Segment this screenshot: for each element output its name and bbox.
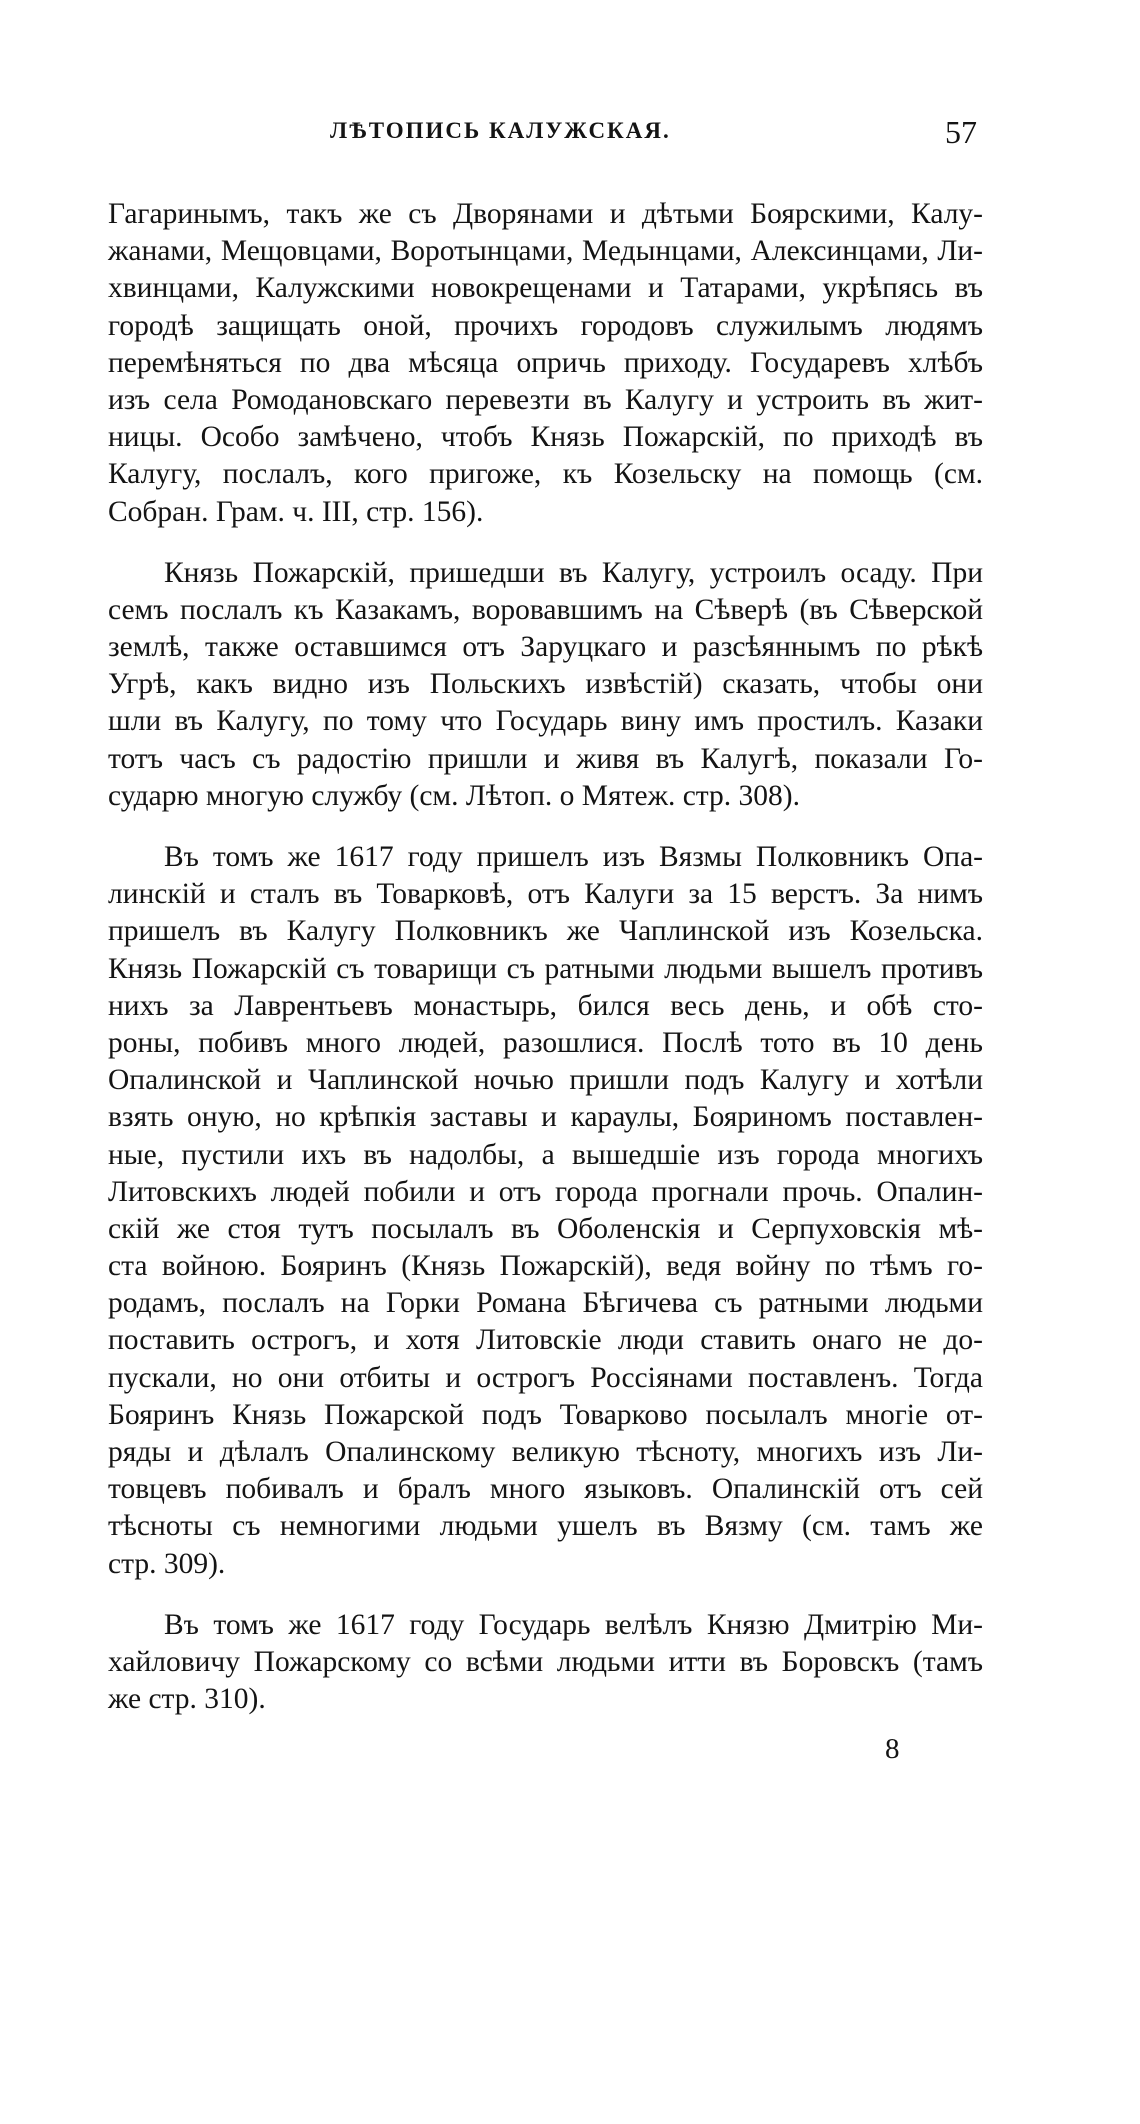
text-line: семъ послалъ къ Казакамъ, воровавшимъ на Сѣверѣ (въ Сѣверской — [108, 593, 983, 626]
text-line: нихъ за Лаврентьевъ монастырь, бился весь день, и обѣ сто- — [108, 989, 983, 1022]
text-line: поставить острогъ, и хотя Литовскіе люди ставить онаго не до- — [108, 1324, 983, 1357]
text-line: тотъ часъ съ радостію пришли и живя въ Калугѣ, показали Го- — [108, 742, 983, 775]
text-line: хайловичу Пожарскому со всѣми людьми итти въ Боровскъ (тамъ — [108, 1645, 983, 1678]
text-line: тѣсноты съ немногими людьми ушелъ въ Вязму (см. тамъ же — [108, 1510, 983, 1543]
running-head: ЛѢТОПИСЬ КАЛУЖСКАЯ. — [330, 118, 671, 143]
text-line: роны, побивъ много людей, разошлися. Послѣ тото въ 10 день — [108, 1026, 983, 1059]
text-line: родамъ, послалъ на Горки Романа Бѣгичева съ ратными людьми — [108, 1287, 983, 1320]
page-number: 57 — [945, 114, 977, 150]
text-line: городѣ защищать оной, прочихъ городовъ служилымъ людямъ — [108, 309, 983, 342]
text-line: пускали, но они отбиты и острогъ Россіянами поставленъ. Тогда — [108, 1361, 983, 1394]
text-line: Угрѣ, какъ видно изъ Польскихъ извѣстій) сказать, чтобы они — [108, 668, 983, 701]
paragraph-3 — [108, 839, 983, 1583]
paragraph-4 — [108, 1607, 983, 1719]
text-line: Князь Пожарскій, пришедши въ Калугу, устроилъ осаду. При — [164, 556, 983, 589]
text-line: шли въ Калугу, по тому что Государь вину имъ простилъ. Казаки — [108, 705, 983, 738]
text-line: ста войною. Бояринъ (Князь Пожарскій), ведя войну по тѣмъ го- — [108, 1250, 983, 1283]
text-line: Князь Пожарскій съ товарищи съ ратными людьми вышелъ противъ — [108, 952, 983, 985]
text-line: ницы. Особо замѣчено, чтобъ Князь Пожарскій, по приходѣ въ — [108, 421, 983, 454]
text-line: сударю многую службу (см. Лѣтоп. о Мятеж. стр. 308). — [108, 779, 800, 812]
paragraph-2 — [108, 555, 983, 815]
text-line: скій же стоя тутъ посылалъ въ Оболенскія и Серпуховскія мѣ- — [108, 1212, 983, 1245]
text-line: Въ томъ же 1617 году Государь велѣлъ Князю Дмитрію Ми- — [164, 1608, 983, 1641]
text-line: изъ села Ромодановскаго перевезти въ Калугу и устроить въ жит- — [108, 383, 983, 416]
text-line: хвинцами, Калужскими новокрещенами и Татарами, укрѣпясь въ — [108, 272, 983, 305]
text-line: товцевъ побивалъ и бралъ много языковъ. Опалинскій отъ сей — [108, 1473, 983, 1506]
text-line: Бояринъ Князь Пожарской подъ Товарково посылалъ многіе от- — [108, 1398, 983, 1431]
text-line: Калугу, послалъ, кого пригоже, къ Козельску на помощь (см. — [108, 458, 983, 491]
text-line: же стр. 310). — [108, 1683, 266, 1716]
text-line: взять оную, но крѣпкія заставы и караулы, Бояриномъ поставлен- — [108, 1101, 983, 1134]
paragraph-1 — [108, 196, 983, 531]
text-line: Опалинской и Чаплинской ночью пришли подъ Калугу и хотѣли — [108, 1064, 983, 1097]
text-line: землѣ, также оставшимся отъ Заруцкаго и разсѣяннымъ по рѣкѣ — [108, 631, 983, 664]
text-line: Гагаринымъ, такъ же съ Дворянами и дѣтьми Боярскими, Калу- — [108, 198, 983, 230]
signature-mark: 8 — [885, 1733, 900, 1765]
text-line: перемѣняться по два мѣсяца опричь приходу. Государевъ хлѣбъ — [108, 346, 983, 379]
text-line: Литовскихъ людей побили и отъ города прогнали прочь. Опалин- — [108, 1175, 983, 1208]
text-line: Собран. Грам. ч. III, стр. 156). — [108, 495, 484, 528]
text-line: линскій и сталъ въ Товарковѣ, отъ Калуги за 15 верстъ. За нимъ — [108, 878, 983, 911]
text-line: ряды и дѣлалъ Опалинскому великую тѣсноту, многихъ изъ Ли- — [108, 1436, 983, 1468]
text-line: жанами, Мещовцами, Воротынцами, Медынцами, Алексинцами, Ли- — [108, 235, 983, 268]
text-line: стр. 309). — [108, 1547, 226, 1580]
text-line: пришелъ въ Калугу Полковникъ же Чаплинской изъ Козельска. — [108, 915, 983, 948]
body-text — [108, 196, 983, 1742]
text-line: ные, пустили ихъ въ надолбы, а вышедшіе изъ города многихъ — [108, 1138, 983, 1171]
text-line: Въ томъ же 1617 году пришелъ изъ Вязмы Полковникъ Опа- — [164, 841, 983, 873]
